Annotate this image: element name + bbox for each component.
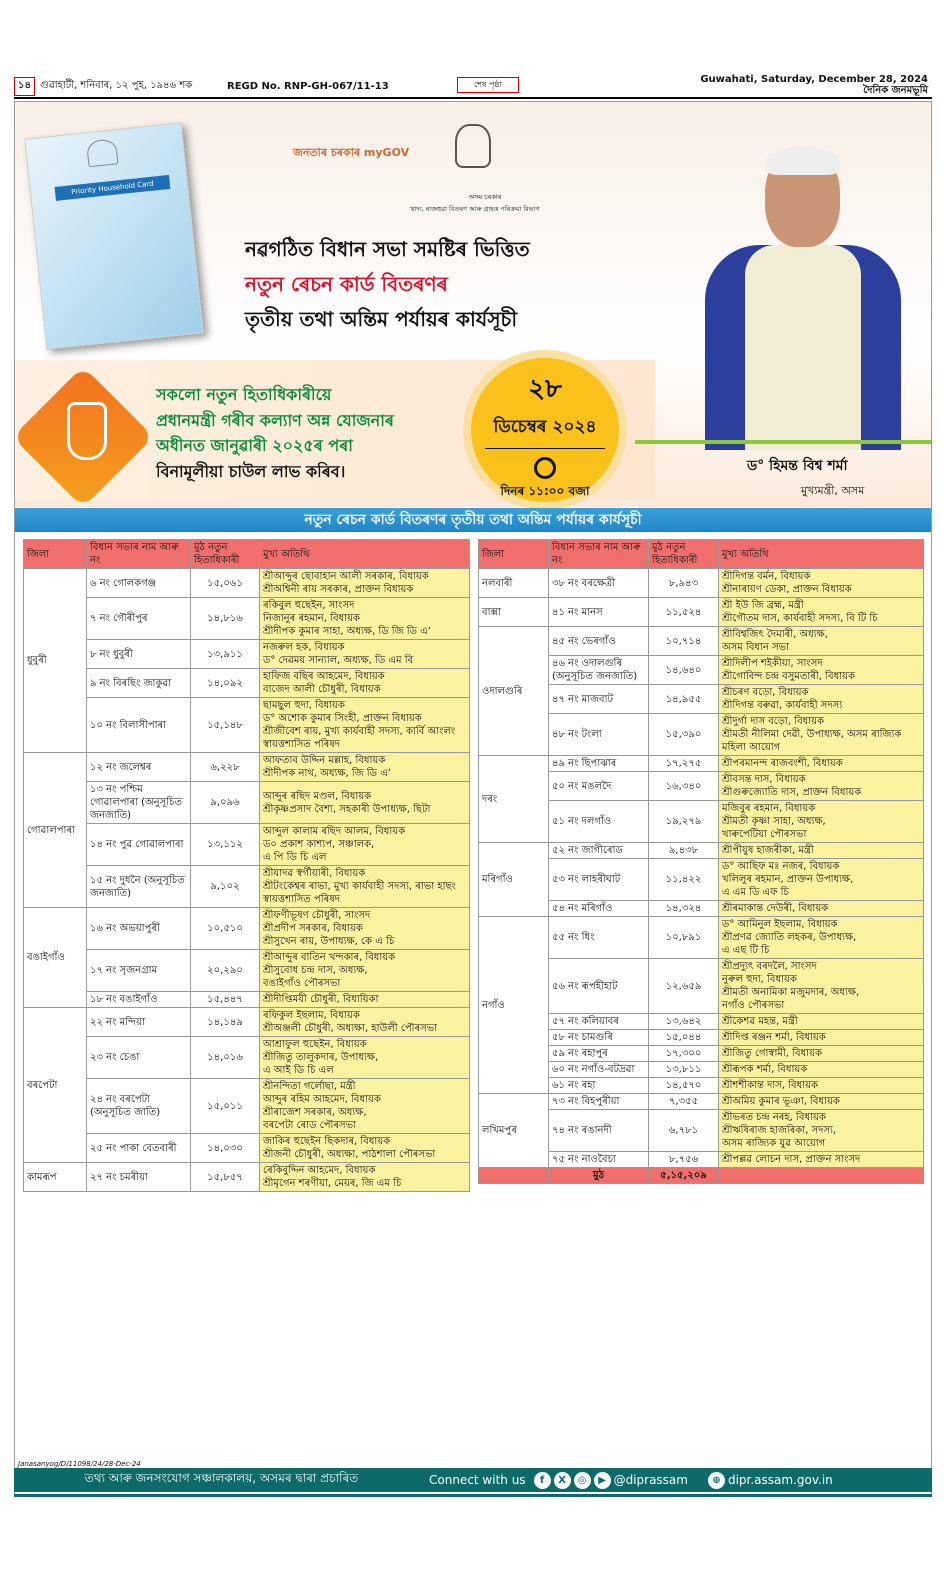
- constituency-cell: ৭৩ নং বিহপুৰীয়া: [549, 1094, 649, 1110]
- banner: [15, 102, 931, 507]
- beneficiaries-cell: ১৫,০৬১: [191, 569, 260, 598]
- guest-cell: শ্ৰীযাদৱ স্বৰ্গীয়াৰী, বিধায়ক শ্ৰীটংকেশ্বৰ ৰাভা, মুখ্য কাৰ্যবাহী সদস্য, ৰাভা হাছং স্বায়ত্তশাসিত পৰিষদ: [260, 866, 470, 908]
- beneficiaries-cell: ১৪,৩২৪: [649, 901, 719, 917]
- table-row: [24, 669, 470, 698]
- beneficiaries-cell: ৯,৪৩৮: [649, 843, 719, 859]
- table-row: [24, 782, 470, 824]
- constituency-cell: ২৩ নং চেঙা: [87, 1037, 191, 1079]
- beneficiaries-cell: ১৫,৮৫৭: [191, 1163, 260, 1192]
- constituency-cell: ৫৩ নং লাহৰীঘাট: [549, 859, 649, 901]
- constituency-cell: ৫৬ নং ৰূপহীহাট: [549, 959, 649, 1014]
- guest-cell: ৰেকিবুদ্দিন আহমেদ, বিধায়ক শ্ৰীমৃগেন শৰণীয়া, মেয়ৰ, জি এম চি: [260, 1163, 470, 1192]
- beneficiaries-cell: ৬,৭৮১: [649, 1110, 719, 1152]
- beneficiaries-cell: ১০,৫১০: [191, 908, 260, 950]
- header-beneficiaries: মুঠ নতুন হিতাধিকাৰী: [191, 540, 260, 569]
- constituency-cell: ৫৯ নং ৰহাপুৰ: [549, 1046, 649, 1062]
- constituency-cell: ৫০ নং মঙলদৈ: [549, 772, 649, 801]
- constituency-cell: ২৭ নং চমৰীয়া: [87, 1163, 191, 1192]
- beneficiaries-cell: ১৫,১৪৮: [191, 698, 260, 753]
- constituency-cell: ৫২ নং জাগীৰোড: [549, 843, 649, 859]
- district-cell: ধুবুৰী: [24, 569, 87, 753]
- district-cell: নলবাৰী: [479, 569, 549, 598]
- table-row: [479, 627, 924, 656]
- guest-cell: ৰকিবুল হুছেইন, সাংসদ নিজানুৰ ৰহমান, বিধায়ক শ্ৰীদীপক কুমাৰ সাহা, অধ্যক্ষ, ডি জি ডি এ’: [260, 598, 470, 640]
- constituency-cell: ৫৮ নং চামগুৰি: [549, 1030, 649, 1046]
- guest-cell: শ্ৰীপীযুষ হাজৰীকা, মন্ত্ৰী: [719, 843, 924, 859]
- beneficiaries-cell: ১৪,৫৭০: [649, 1078, 719, 1094]
- table-row: [24, 1134, 470, 1163]
- district-cell: ওদালগুৰি: [479, 627, 549, 756]
- table-row: [24, 1079, 470, 1134]
- beneficiaries-cell: ১৬,৩৪০: [649, 772, 719, 801]
- guest-cell: শ্ৰী ইউ জি ব্ৰহ্ম, মন্ত্ৰী শ্ৰীগৌতম দাস, কাৰ্যবাহী সদস্য, বি টি চি: [719, 598, 924, 627]
- guest-cell: হাফিজ বছিৰ আহমেদ, বিধায়ক বাজেদ আলী চৌধুৰী, বিধায়ক: [260, 669, 470, 698]
- date-badge: ২৮ ডিচেম্বৰ ২০২৪ দিনৰ ১১:০০ বজা: [463, 350, 627, 510]
- masthead: [14, 76, 932, 96]
- guest-cell: শ্ৰীশশীকান্ত দাস, বিধায়ক: [719, 1078, 924, 1094]
- website-link[interactable]: dipr.assam.gov.in: [727, 1473, 833, 1487]
- constituency-cell: ৯ নং বিৰছিং জাকুৱা: [87, 669, 191, 698]
- constituency-cell: ৬১ নং ৰহা: [549, 1078, 649, 1094]
- beneficiaries-cell: ১৫,৪৪৭: [191, 992, 260, 1008]
- cm-title: মুখ্যমন্ত্ৰী, অসম: [801, 484, 865, 497]
- rice-bag-icon: [67, 402, 107, 460]
- district-cell: মৰিগাঁও: [479, 843, 549, 917]
- table-row: [24, 640, 470, 669]
- district-cell: নগাঁও: [479, 917, 549, 1094]
- connect-label: Connect with us: [429, 1473, 526, 1487]
- constituency-cell: ২৪ নং বৰপেটা (অনুসূচিত জাতি): [87, 1079, 191, 1134]
- table-row: [24, 992, 470, 1008]
- emblem-icon: [86, 138, 119, 167]
- guest-cell: জাকিৰ হুছেইন ছিকদাৰ, বিধায়ক শ্ৰীজনী চৌধুৰী, অধ্যক্ষা, পাঠশালা পৌৰসভা: [260, 1134, 470, 1163]
- masthead-rule: [14, 97, 932, 99]
- guest-cell: শ্ৰীদিপ্ত ৰঞ্জন শৰ্মা, বিধায়ক: [719, 1030, 924, 1046]
- facebook-icon[interactable]: f: [534, 1472, 551, 1489]
- guest-cell: শ্ৰীকেশৱ মহন্ত, মন্ত্ৰী: [719, 1014, 924, 1030]
- guest-cell: আশ্ৰাফুল হুছেইন, বিধায়ক শ্ৰীজিতু তালুকদাৰ, উপাধ্যক্ষ, এ আই ডি চি এল: [260, 1037, 470, 1079]
- constituency-cell: ১০ নং বিলাসীপাৰা: [87, 698, 191, 753]
- beneficiaries-cell: ১৪,৯৫৫: [649, 685, 719, 714]
- constituency-cell: ৮ নং ধুবুৰী: [87, 640, 191, 669]
- clock-icon: [534, 457, 556, 479]
- district-cell: কামৰূপ: [24, 1163, 87, 1192]
- instagram-icon[interactable]: ◎: [574, 1472, 591, 1489]
- header-district: জিলা: [479, 540, 549, 569]
- total-label: মুঠ: [549, 1168, 649, 1184]
- table-title: নতুন ৰেচন কাৰ্ড বিতৰণৰ তৃতীয় তথা অন্তিম পৰ্যায়ৰ কাৰ্যসূচী: [15, 508, 931, 532]
- beneficiaries-cell: ৬,২২৮: [191, 753, 260, 782]
- constituency-cell: ১২ নং জলেশ্বৰ: [87, 753, 191, 782]
- guest-cell: শ্ৰীদীপ্তিময়ী চৌধুৰী, বিধায়িকা: [260, 992, 470, 1008]
- district-cell: বৰপেটা: [24, 1008, 87, 1163]
- constituency-cell: ৩৮ নং বৰক্ষেত্ৰী: [549, 569, 649, 598]
- guest-cell: শ্ৰীনন্দিতা গৰ্লোছা, মন্ত্ৰী আব্দুৰ ৰহিম আহমেদ, বিধায়ক শ্ৰীৰাজেশ সৰকাৰ, অধ্যক্ষ, বৰপেটা ৰোড পৌৰসভা: [260, 1079, 470, 1134]
- table-row: [479, 598, 924, 627]
- beneficiaries-cell: ১০,৭১৪: [649, 627, 719, 656]
- beneficiaries-cell: ১৪,৬৪০: [649, 656, 719, 685]
- table-row: [24, 569, 470, 598]
- masthead-date-assamese: গুৱাহাটী, শনিবাৰ, ১২ পুহ, ১৯৪৬ শক: [39, 79, 193, 91]
- guest-cell: শ্ৰীবসন্ত দাস, বিধায়ক শ্ৰীগুৰুজ্যোতি দাস, প্ৰাক্তন বিধায়ক: [719, 772, 924, 801]
- constituency-cell: ৬০ নং নগাঁও-বটদ্ৰৱা: [549, 1062, 649, 1078]
- guest-cell: শ্ৰীপ্ৰদ্যুৎ বৰদলৈ, সাংসদ নুৰুল হুদা, বিধায়ক শ্ৰীমতী অনামিকা মজুমদাৰ, অধ্যক্ষ, নগাঁও পৌৰসভা: [719, 959, 924, 1014]
- total-value: ৫,১৫,২০৯: [649, 1168, 719, 1184]
- youtube-icon[interactable]: ▶: [594, 1472, 611, 1489]
- guest-cell: শ্ৰীদিলীপ শইকীয়া, সাংসদ শ্ৰীগোবিন্দ চন্দ্ৰ বসুমতাৰী, বিধায়ক: [719, 656, 924, 685]
- table-row: [479, 917, 924, 959]
- guest-cell: শ্ৰীদুৰ্গা দাস বড়ো, বিধায়ক শ্ৰীমতী নীলিমা দেৱী, উপাধ্যক্ষ, অসম ৰাজ্যিক মহিলা আয়োগ: [719, 714, 924, 756]
- table-row: [24, 698, 470, 753]
- guest-cell: শ্ৰীৰমাকান্ত দেউৰী, বিধায়ক: [719, 901, 924, 917]
- beneficiaries-cell: ১৪,০৯২: [191, 669, 260, 698]
- table-row: [479, 843, 924, 859]
- beneficiaries-cell: ১৩,৯১১: [191, 640, 260, 669]
- beneficiaries-cell: ১৫,৩৯০: [649, 714, 719, 756]
- table-row: [24, 824, 470, 866]
- guest-cell: ড° আছিফ মঃ নজৰ, বিধায়ক খলিলুৰ ৰহমান, প্ৰাক্তন উপাধ্যক্ষ, এ এম ডি এফ চি: [719, 859, 924, 901]
- guest-cell: শ্ৰীদিগন্ত বৰ্মন, বিধায়ক শ্ৰীনাৰায়ণ ডেকা, প্ৰাক্তন বিধায়ক: [719, 569, 924, 598]
- constituency-cell: ৬ নং গোলকগঞ্জ: [87, 569, 191, 598]
- masthead-date: Guwahati, Saturday, December 28, 2024 দৈনিক জনমভূমি: [700, 74, 928, 96]
- constituency-cell: ৪১ নং মানস: [549, 598, 649, 627]
- guest-cell: শ্ৰীজিতু গোস্বামী, বিধায়ক: [719, 1046, 924, 1062]
- schedule-table-right: [478, 539, 924, 1184]
- header-guest: মুখ্য অতিথি: [719, 540, 924, 569]
- guest-cell: শ্ৰীপৰমানন্দ ৰাজবংশী, বিধায়ক: [719, 756, 924, 772]
- beneficiaries-cell: ৯,১০২: [191, 866, 260, 908]
- state-emblem-icon: [455, 124, 491, 168]
- page-number: ১৪: [14, 77, 35, 96]
- table-row: [24, 598, 470, 640]
- beneficiaries-cell: ১৯,২৭৯: [649, 801, 719, 843]
- guest-cell: আফতাব উদ্দিন মল্লাহ, বিধায়ক শ্ৰীদীপক নাথ, অধ্যক্ষ, জি ডি এ’: [260, 753, 470, 782]
- table-row: [24, 1163, 470, 1192]
- beneficiaries-cell: ১৩,৮১১: [649, 1062, 719, 1078]
- constituency-cell: ১৭ নং সৃজনগ্ৰাম: [87, 950, 191, 992]
- guest-cell: শ্ৰীভৰত চন্দ্ৰ নৰহ, বিধায়ক শ্ৰীঋষিৰাজ হাজৰিকা, সদস্য, অসম ৰাজ্যিক যুৱ আয়োগ: [719, 1110, 924, 1152]
- district-cell: গোৱালপাৰা: [24, 753, 87, 908]
- beneficiaries-cell: ১৩,১১২: [191, 824, 260, 866]
- header-beneficiaries: মুঠ নতুন হিতাধিকাৰী: [649, 540, 719, 569]
- beneficiaries-cell: ২০,২৯০: [191, 950, 260, 992]
- table-row: [24, 950, 470, 992]
- constituency-cell: ৫১ নং দলগাঁও: [549, 801, 649, 843]
- guest-cell: শ্ৰীৰূপক শৰ্মা, বিধায়ক: [719, 1062, 924, 1078]
- header-constituency: বিধান সভাৰ নাম আৰু নং: [549, 540, 649, 569]
- constituency-cell: ৪৭ নং মাজবাট: [549, 685, 649, 714]
- constituency-cell: ২২ নং মন্দিয়া: [87, 1008, 191, 1037]
- guest-cell: শ্ৰীপল্লৱ লোচন দাস, প্ৰাক্তন সাংসদ: [719, 1152, 924, 1168]
- social-handle[interactable]: @diprassam: [613, 1473, 688, 1487]
- paper-name: দৈনিক জনমভূমি: [863, 85, 928, 96]
- regd-number: REGD No. RNP-GH-067/11-13: [227, 80, 389, 92]
- last-page-box: শেষ পৃষ্ঠা: [457, 77, 519, 93]
- priority-household-card-booklet: [24, 122, 203, 349]
- table-row: [24, 908, 470, 950]
- ad-reference: Janasanyog/D/11098/24/28-Dec-24: [18, 1460, 141, 1468]
- booklet-title: Priority Household Card: [55, 175, 171, 201]
- guest-cell: ৰফিকুল ইছলাম, বিধায়ক শ্ৰীঅঞ্জলী চৌধুৰী, অধ্যক্ষা, হাউলী পৌৰসভা: [260, 1008, 470, 1037]
- table-row: [24, 866, 470, 908]
- constituency-cell: ১৬ নং অভয়াপুৰী: [87, 908, 191, 950]
- header-district: জিলা: [24, 540, 87, 569]
- chief-minister-photo: [705, 147, 901, 447]
- guest-cell: শ্ৰীবিশ্বজিৎ দৈমাৰী, অধ্যক্ষ, অসম বিধান সভা: [719, 627, 924, 656]
- beneficiaries-cell: ১০,৮৯১: [649, 917, 719, 959]
- beneficiaries-cell: ১৭,৩০০: [649, 1046, 719, 1062]
- guest-cell: আব্দুল কালাম ৰছিদ আলম, বিধায়ক ড০ প্ৰকাশ কাশ্যপ, সঞ্চালক, এ পি ডি চি এল: [260, 824, 470, 866]
- constituency-cell: ৪৯ নং ছিপাঝাৰ: [549, 756, 649, 772]
- guest-cell: শ্ৰীঅমিয় কুমাৰ ভূঞা, বিধায়ক: [719, 1094, 924, 1110]
- header-constituency: বিধান সভাৰ নাম আৰু নং: [87, 540, 191, 569]
- beneficiaries-cell: ৮,৯৪৩: [649, 569, 719, 598]
- beneficiaries-cell: ১৫,০৪৪: [649, 1030, 719, 1046]
- beneficiaries-cell: ১৩,৬৪২: [649, 1014, 719, 1030]
- table-row: [479, 756, 924, 772]
- green-line: [635, 440, 931, 444]
- beneficiaries-cell: ১৪,০৩০: [191, 1134, 260, 1163]
- beneficiaries-cell: ১২,৬৫৯: [649, 959, 719, 1014]
- gov-name: অসম চৰকাৰ: [468, 193, 502, 201]
- constituency-cell: ৪৬ নং ওদালগুৰি (অনুসূচিত জনজাতি): [549, 656, 649, 685]
- guest-cell: শ্ৰীফণীভূষণ চৌধুৰী, সাংসদ শ্ৰীপ্ৰদীপ সৰকাৰ, বিধায়ক শ্ৰীসুখেন ৰায়, উপাধ্যক্ষ, কে এ চি: [260, 908, 470, 950]
- guest-cell: শ্ৰীআব্দুৰ বাতিন খন্দকাৰ, বিধায়ক শ্ৰীসুবোধ চন্দ্ৰ দাস, অধ্যক্ষ, বঙাইগাঁও পৌৰসভা: [260, 950, 470, 992]
- district-cell: দৰং: [479, 756, 549, 843]
- footer-bar: [14, 1468, 932, 1492]
- constituency-cell: ৪৫ নং ভেৰগাঁও: [549, 627, 649, 656]
- constituency-cell: ১৮ নং বঙাইগাঁও: [87, 992, 191, 1008]
- guest-cell: শ্ৰীচৰণ বড়ো, বিধায়ক শ্ৰীদিগন্ত বৰুৱা, কাৰ্যবাহী সদস্য: [719, 685, 924, 714]
- constituency-cell: ৫৪ নং মৰিগাঁও: [549, 901, 649, 917]
- constituency-cell: ১৩ নং পশ্চিম গোৱালপাৰা (অনুসূচিত জনজাতি): [87, 782, 191, 824]
- beneficiaries-cell: ১৪,১৪৯: [191, 1008, 260, 1037]
- district-cell: লখিমপুৰ: [479, 1094, 549, 1168]
- table-row: [24, 753, 470, 782]
- guest-cell: ছামছুল হুদা, বিধায়ক ড° অশোক কুমাৰ সিংহী, প্ৰাক্তন বিধায়ক শ্ৰীজীবেশ ৰায়, মুখ্য কাৰ্যবাহী সদস্য, কাৰ্বি আংলং স্বায়ত্তশাসিত পৰিষদ: [260, 698, 470, 753]
- beneficiaries-cell: ১৪,৮১৬: [191, 598, 260, 640]
- table-row: [24, 1037, 470, 1079]
- beneficiaries-cell: ১৪,০১৬: [191, 1037, 260, 1079]
- beneficiaries-cell: ৭,৩৫৫: [649, 1094, 719, 1110]
- guest-cell: মজিবুৰ ৰহমান, বিধায়ক শ্ৰীমতী কৃষ্ণা সাহা, অধ্যক্ষ, খাৰুপেটিয়া পৌৰসভা: [719, 801, 924, 843]
- jantar-sarkar-mygov-logo: জনতাৰ চৰকাৰ myGOV: [293, 146, 410, 159]
- headline: নৱগঠিত বিধান সভা সমষ্টিৰ ভিত্তিত নতুন ৰেচন কাৰ্ড বিতৰণৰ তৃতীয় তথা অন্তিম পৰ্যায়ৰ কাৰ্যসূচী: [245, 237, 530, 331]
- rice-text: সকলো নতুন হিতাধিকাৰীয়ে প্ৰধানমন্ত্ৰী গৰীব কল্যাণ অন্ন যোজনাৰ অধীনত জানুৱাৰী ২০২৫ৰ পৰা বিনামূলীয়া চাউল লাভ কৰিব।: [156, 385, 394, 481]
- bottom-rule: [14, 1494, 932, 1497]
- cm-name: ড° হিমন্ত বিশ্ব শৰ্মা: [747, 458, 848, 474]
- guest-cell: আব্দুৰ ৰছিদ মণ্ডল, বিধায়ক শ্ৰীকৃষ্ণপ্ৰসাদ বৈশ্য, সহকাৰী উপাধ্যক্ষ, ছিটা: [260, 782, 470, 824]
- dept-name: খাদ্য, ৰাজহুৱা বিতৰণ আৰু গ্ৰাহক পৰিক্ৰমা বিভাগ: [410, 205, 540, 213]
- globe-icon: ⊕: [708, 1472, 725, 1489]
- beneficiaries-cell: ১১,৫২৪: [649, 598, 719, 627]
- publisher: তথ্য আৰু জনসংযোগ সঞ্চালকালয়, অসমৰ দ্বাৰা প্ৰচাৰিত: [84, 1471, 359, 1485]
- constituency-cell: ৪৮ নং টংলা: [549, 714, 649, 756]
- beneficiaries-cell: ৯,০৯৬: [191, 782, 260, 824]
- x-icon[interactable]: X: [554, 1472, 571, 1489]
- constituency-cell: ৫৭ নং কলিয়াবৰ: [549, 1014, 649, 1030]
- district-cell: বাক্সা: [479, 598, 549, 627]
- guest-cell: ড° আমিনুল ইছলাম, বিধায়ক শ্ৰীপ্ৰণৱ জ্যোতি লহকৰ, উপাধ্যক্ষ, এ এছ টি চি: [719, 917, 924, 959]
- constituency-cell: ১৪ নং পুৱ গোৱালপাৰা: [87, 824, 191, 866]
- beneficiaries-cell: ১১,৪২২: [649, 859, 719, 901]
- table-row: [479, 1094, 924, 1110]
- table-row: [479, 569, 924, 598]
- constituency-cell: ৭৪ নং ৰঙানদী: [549, 1110, 649, 1152]
- constituency-cell: ১৫ নং দুধনৈ (অনুসূচিত জনজাতি): [87, 866, 191, 908]
- schedule-table-left: [23, 539, 470, 1192]
- header-guest: মুখ্য অতিথি: [260, 540, 470, 569]
- guest-cell: নজৰুল হক, বিধায়ক ড° দেৱময় সান্যাল, অধ্যক্ষ, ডি এম বি: [260, 640, 470, 669]
- district-cell: বঙাইগাঁও: [24, 908, 87, 1008]
- constituency-cell: ৫৫ নং ধিং: [549, 917, 649, 959]
- constituency-cell: ৭ নং গৌৰীপুৰ: [87, 598, 191, 640]
- guest-cell: শ্ৰীআব্দুৰ ছোবাহান আলী সৰকাৰ, বিধায়ক শ্ৰীঅশ্বিনী ৰায় সৰকাৰ, প্ৰাক্তন বিধায়ক: [260, 569, 470, 598]
- beneficiaries-cell: ৮,৭৫৬: [649, 1152, 719, 1168]
- table-row: [24, 1008, 470, 1037]
- constituency-cell: ৭৫ নং নাওবৈচা: [549, 1152, 649, 1168]
- constituency-cell: ২৫ নং পাকা বেতবাৰী: [87, 1134, 191, 1163]
- beneficiaries-cell: ১৫,০১১: [191, 1079, 260, 1134]
- beneficiaries-cell: ১৭,২৭৫: [649, 756, 719, 772]
- advertisement: [14, 101, 932, 1497]
- total-row: [479, 1168, 924, 1184]
